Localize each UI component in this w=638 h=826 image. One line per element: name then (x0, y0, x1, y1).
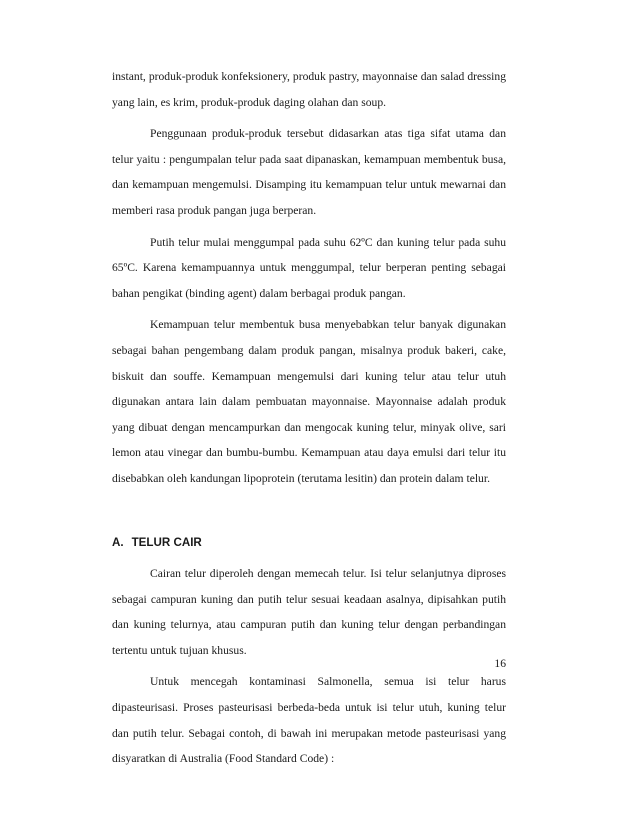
paragraph-intro: instant, produk-produk konfeksionery, produk pastry, mayonnaise dan salad dressing yang lain, es krim, produk-produk daging olahan dan soup. (112, 70, 506, 109)
section-letter: A. (112, 535, 124, 549)
page-number: 16 (494, 657, 506, 670)
section-title: TELUR CAIR (131, 535, 202, 549)
paragraph-coagulation: Putih telur mulai menggumpal pada suhu 62ºC dan kuning telur pada suhu 65ºC. Karena kemampuannya untuk menggumpal, telur berperan penting sebagai bahan pengikat (binding agent) dalam berbagai produk pangan. (112, 235, 506, 300)
paragraph-foam-emulsion: Kemampuan telur membentuk busa menyebabkan telur banyak digunakan sebagai bahan pengembang dalam produk pangan, misalnya produk bakeri, cake, biskuit dan souffe. Kemampuan mengemulsi dari kuning telur atau telur utuh digunakan antara lain dalam pembuatan mayonnaise. Mayonnaise adalah produk yang dibuat dengan mencampurkan dan mengocak kuning telur, minyak olive, sari lemon atau vinegar dan bumbu-bumbu. Kemampuan atau daya emulsi dari telur itu disebabkan oleh kandungan lipoprotein (terutama lesitin) dan protein dalam telur. (112, 318, 506, 485)
section-heading (112, 530, 506, 556)
body-text (112, 64, 506, 772)
paragraph-usage: Penggunaan produk-produk tersebut didasarkan atas tiga sifat utama dan telur yaitu : pengumpalan telur pada saat dipanaskan, kemampuan membentuk busa, dan kemampuan mengemulsi. Disamping itu kemampuan telur untuk mewarnai dan memberi rasa produk pangan juga berperan. (112, 127, 506, 217)
paragraph-liquid-egg: Cairan telur diperoleh dengan memecah telur. Isi telur selanjutnya diproses sebagai campuran kuning dan putih telur sesuai keadaan asalnya, dipisahkan putih dan kuning telurnya, atau campuran putih dan kuning telur dengan perbandingan tertentu untuk tujuan khusus. (112, 567, 506, 657)
paragraph-pasteurization: Untuk mencegah kontaminasi Salmonella, semua isi telur harus dipasteurisasi. Proses pasteurisasi berbeda-beda untuk isi telur utuh, kuning telur dan putih telur. Sebagai contoh, di bawah ini merupakan metode pasteurisasi yang disyaratkan di Australia (Food Standard Code) : (112, 675, 506, 766)
